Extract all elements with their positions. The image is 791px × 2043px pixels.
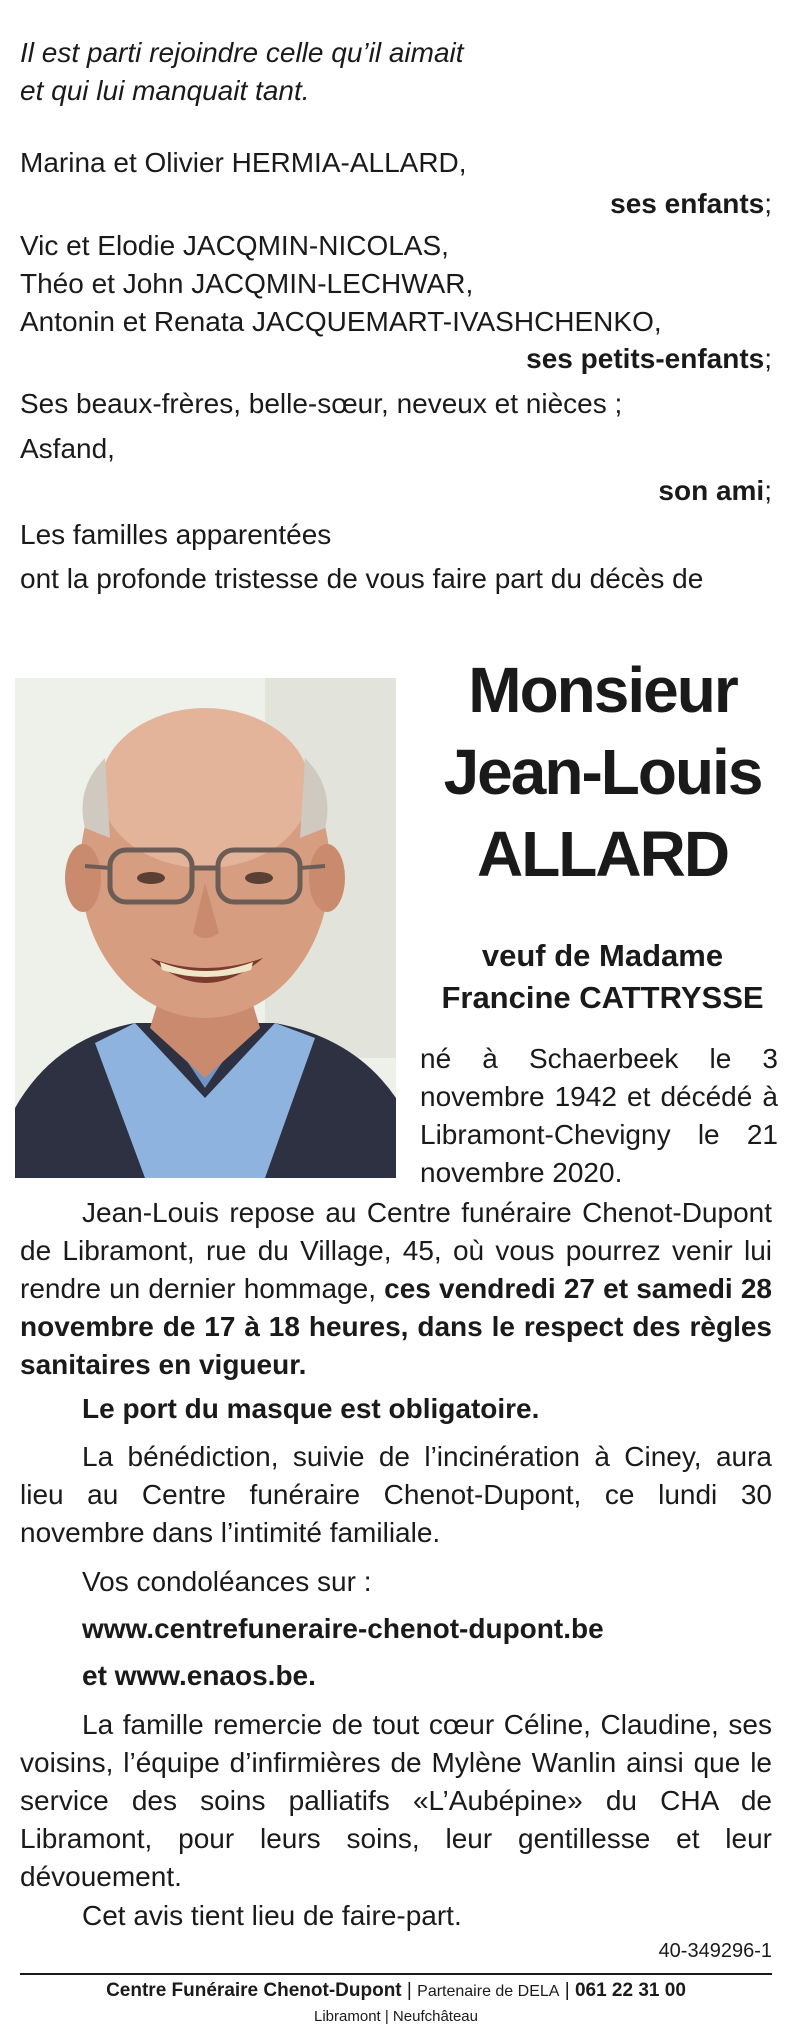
footer-separator: | xyxy=(406,1980,412,2001)
footer-divider xyxy=(20,1973,772,1975)
footer-separator: | xyxy=(564,1980,570,2001)
portrait-illustration xyxy=(15,678,396,1178)
reference-number: 40-349296-1 xyxy=(658,1940,772,1962)
condolences-website-1[interactable]: www.centrefuneraire-chenot-dupont.be xyxy=(82,1613,604,1644)
grandchildren-line-2: Théo et John JACQMIN-LECHWAR, xyxy=(20,268,474,299)
friend-name: Asfand, xyxy=(20,433,115,464)
condolences-label: Vos condoléances sur : xyxy=(82,1566,372,1597)
closing-line: Cet avis tient lieu de faire-part. xyxy=(82,1900,462,1931)
intro-line-2: et qui lui manquait tant. xyxy=(20,75,310,106)
children-role-line xyxy=(20,185,772,223)
portrait-photo xyxy=(15,678,396,1178)
birth-death-details: né à Schaerbeek le 3 novembre 1942 et décédé à Libramont-Chevigny le 21 novembre 2020. xyxy=(420,1043,778,1188)
widower-line-1: veuf de Madame xyxy=(481,938,724,973)
grandchildren-line-3: Antonin et Renata JACQUEMART-IVASHCHENKO, xyxy=(20,306,662,337)
role-separator: ; xyxy=(764,188,772,219)
grandchildren-role: ses petits-enfants xyxy=(526,343,765,374)
mask-notice: Le port du masque est obligatoire. xyxy=(82,1393,540,1424)
repose-paragraph xyxy=(20,1194,772,1384)
intro-line-1: Il est parti rejoindre celle qu’il aimait xyxy=(20,37,464,68)
footer-company-line xyxy=(20,1978,772,2005)
in-laws: Ses beaux-frères, belle-sœur, neveux et nièces ; xyxy=(20,388,623,419)
visiting-hours: ces vendredi 27 et samedi 28 novembre de 17 à 18 heures, dans le respect des règles sanitaires en vigueur. xyxy=(20,1273,772,1380)
repose-text: Jean-Louis repose au Centre funéraire Chenot-Dupont de Libramont, rue du Village, 45, où vous pourrez venir lui rendre un dernier hommage, xyxy=(20,1197,772,1304)
ceremony-paragraph: La bénédiction, suivie de l’incinération à Ciney, aura lieu au Centre funéraire Chenot-Dupont, ce lundi 30 novembre dans l’intimité familiale. xyxy=(20,1441,772,1548)
deceased-first-name: Jean-Louis xyxy=(443,736,762,808)
friend-role: son ami xyxy=(658,475,765,506)
grandchildren-line-1: Vic et Elodie JACQMIN-NICOLAS, xyxy=(20,230,449,261)
announcement: ont la profonde tristesse de vous faire part du décès de xyxy=(20,563,704,594)
thanks-paragraph: La famille remercie de tout cœur Céline, Claudine, ses voisins, l’équipe d’infirmières de Mylène Wanlin ainsi que le service des soins palliatifs «L’Aubépine» du CHA de Libramont, pour leurs soins, leur gentillesse et leur dévouement. xyxy=(20,1709,772,1892)
footer-partner: Partenaire de DELA xyxy=(417,1983,560,2000)
role-separator: ; xyxy=(764,343,772,374)
children-names: Marina et Olivier HERMIA-ALLARD, xyxy=(20,147,467,178)
grandchildren-role-line xyxy=(20,340,772,378)
footer-phone[interactable]: 061 22 31 00 xyxy=(574,1980,686,2001)
deceased-title: Monsieur xyxy=(468,654,737,726)
relatives: Les familles apparentées xyxy=(20,519,332,550)
deceased-last-name: ALLARD xyxy=(476,818,729,890)
footer-company: Centre Funéraire Chenot-Dupont xyxy=(106,1980,402,2001)
role-separator: ; xyxy=(764,475,772,506)
condolences-website-2[interactable]: et www.enaos.be. xyxy=(82,1660,316,1691)
footer-locations: Libramont | Neufchâteau xyxy=(314,2008,478,2025)
widower-line-2: Francine CATTRYSSE xyxy=(441,980,764,1015)
children-role: ses enfants xyxy=(610,188,765,219)
friend-role-line xyxy=(20,472,772,510)
